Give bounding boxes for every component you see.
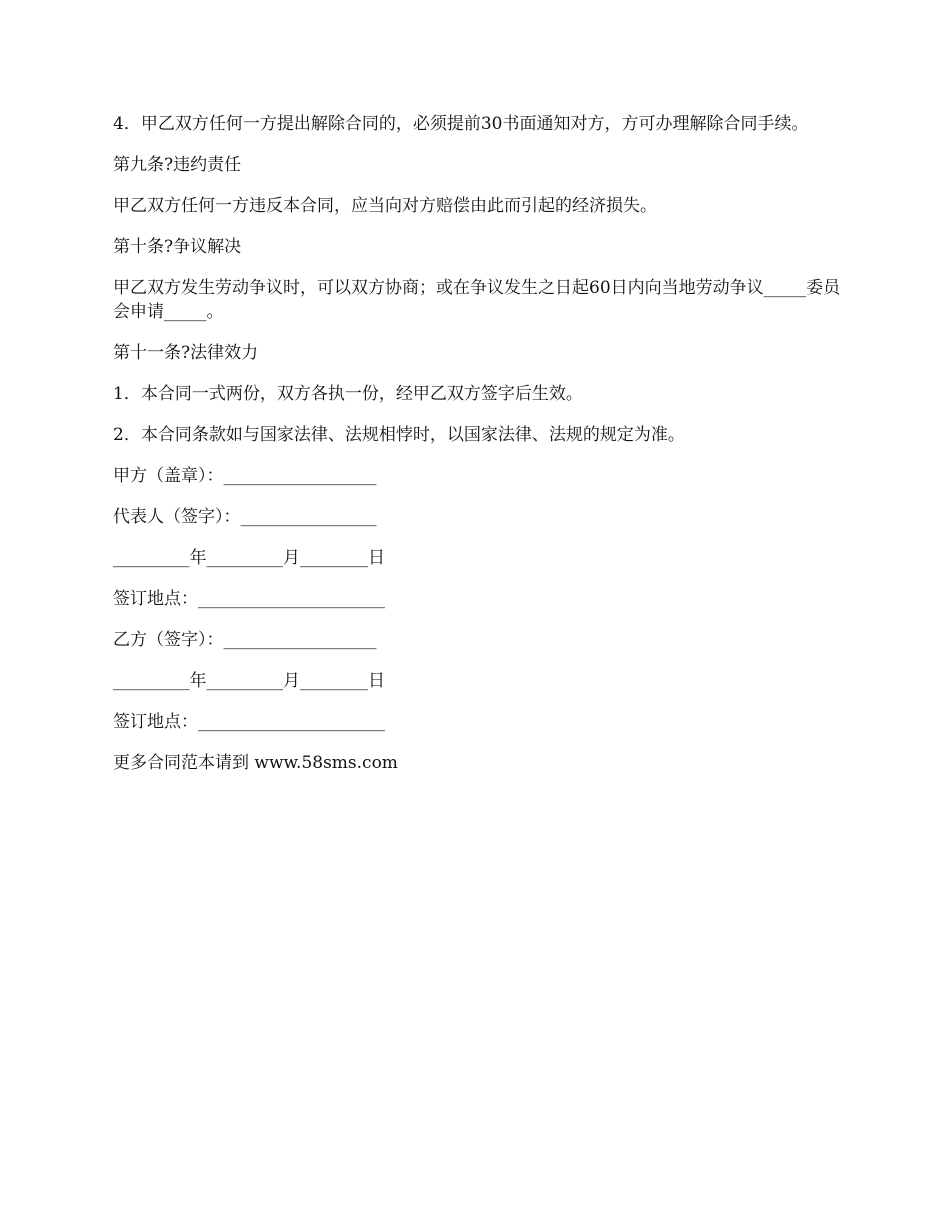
article-11-item-2: 2．本合同条款如与国家法律、法规相悖时，以国家法律、法规的规定为准。 [113, 425, 685, 445]
party-a-seal-line: 甲方（盖章）：__________________ [113, 466, 377, 486]
article-9-heading: 第九条?违约责任 [113, 155, 242, 175]
representative-signature-line: 代表人（签字）：________________ [113, 507, 377, 527]
article-11-heading: 第十一条?法律效力 [113, 343, 259, 363]
party-b-location-line: 签订地点：______________________ [113, 712, 385, 732]
clause-termination-notice: 4．甲乙双方任何一方提出解除合同的，必须提前30书面通知对方，方可办理解除合同手续。 [113, 114, 809, 134]
footer-more-templates: 更多合同范本请到 www.58sms.com [113, 753, 398, 773]
party-a-location-line: 签订地点：______________________ [113, 589, 385, 609]
article-11-item-1: 1．本合同一式两份，双方各执一份，经甲乙双方签字后生效。 [113, 384, 583, 404]
document-page [113, 112, 841, 792]
party-b-date-line: _________年_________月________日 [113, 671, 385, 691]
party-b-signature-line: 乙方（签字）：__________________ [113, 630, 377, 650]
article-10-body: 甲乙双方发生劳动争议时，可以双方协商；或在争议发生之日起60日内向当地劳动争议_____委员会申请_____。 [113, 278, 841, 322]
article-9-body: 甲乙双方任何一方违反本合同，应当向对方赔偿由此而引起的经济损失。 [113, 196, 657, 216]
article-10-heading: 第十条?争议解决 [113, 237, 242, 257]
party-a-date-line: _________年_________月________日 [113, 548, 385, 568]
